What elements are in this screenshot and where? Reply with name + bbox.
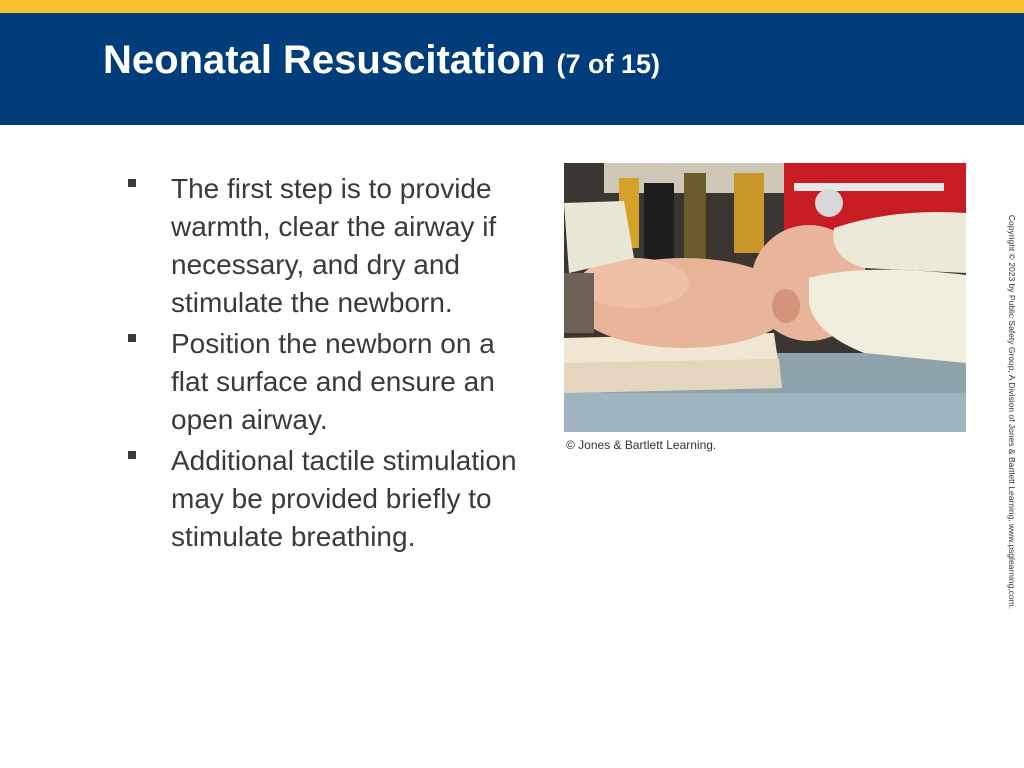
square-bullet-icon	[128, 179, 136, 187]
bullet-item	[126, 325, 526, 439]
newborn-photo	[564, 163, 966, 432]
bullet-list	[126, 170, 526, 559]
bullet-text: Additional tactile stimulation may be provided briefly to stimulate breathing.	[171, 445, 517, 552]
newborn-photo-illustration	[564, 163, 966, 432]
slide-title	[103, 36, 660, 84]
image-credit: © Jones & Bartlett Learning.	[566, 438, 717, 452]
side-copyright: Copyright © 2023 by Public Safety Group, A Division of Jones & Bartlett Learning. www.psglearning.com.	[1007, 214, 1017, 610]
slide-title-main: Neonatal Resuscitation	[103, 38, 546, 82]
square-bullet-icon	[128, 451, 136, 459]
slide-title-counter: (7 of 15)	[556, 49, 660, 79]
square-bullet-icon	[128, 334, 136, 342]
bullet-item	[126, 170, 526, 322]
bullet-text: The first step is to provide warmth, clear the airway if necessary, and dry and stimulate the newborn.	[171, 173, 497, 318]
bullet-item	[126, 442, 526, 556]
top-accent-bar	[0, 0, 1024, 13]
bullet-text: Position the newborn on a flat surface and ensure an open airway.	[171, 328, 495, 435]
